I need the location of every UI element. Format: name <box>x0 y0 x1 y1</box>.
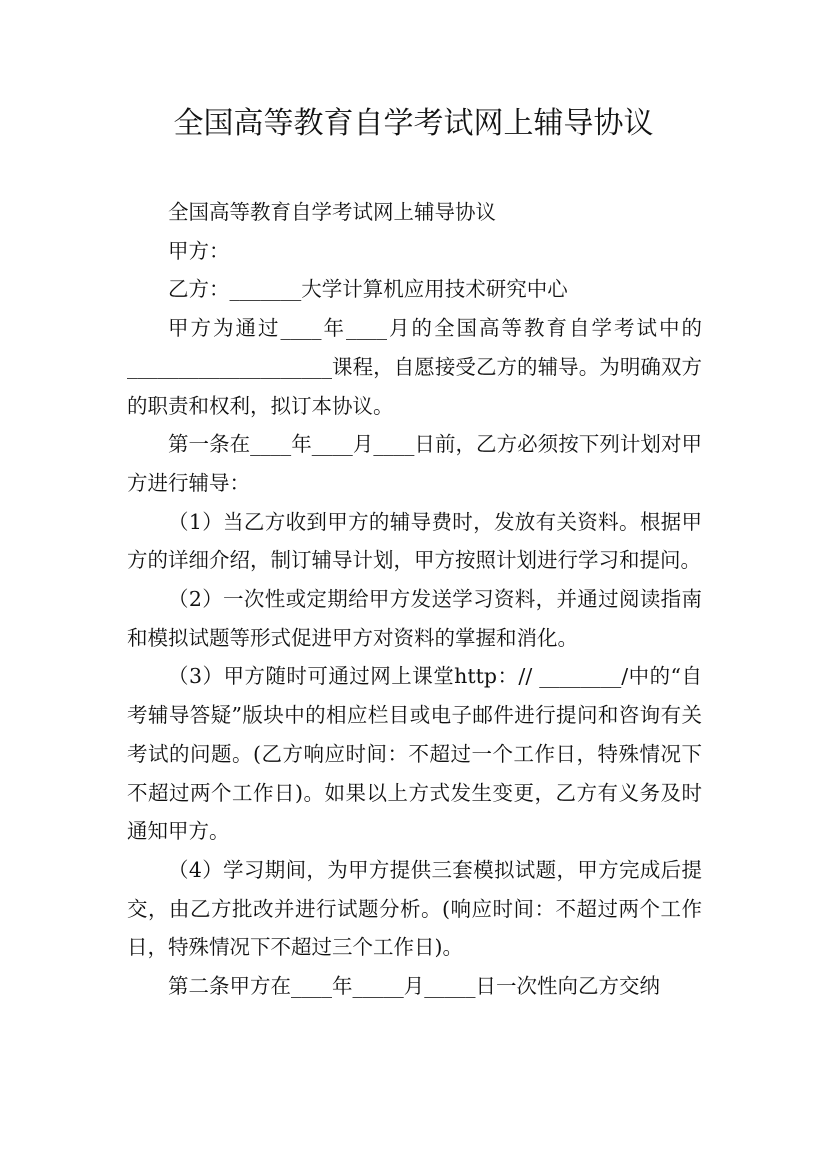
paragraph-party-b: 乙方：_______大学计算机应用技术研究中心 <box>168 277 568 302</box>
paragraph-item-4: （4）学习期间，为甲方提供三套模拟试题，甲方完成后提交，由乙方批改并进行试题分析。(响应时间：不超过两个工作日，特殊情况下不超过三个工作日)。 <box>127 857 702 960</box>
paragraph-article-1: 第一条在____年____月____日前，乙方必须按下列计划对甲方进行辅导： <box>127 432 702 495</box>
paragraph-heading: 全国高等教育自学考试网上辅导协议 <box>168 200 496 224</box>
paragraph-intro: 甲方为通过____年____月的全国高等教育自学考试中的____________________课程，自愿接受乙方的辅导。为明确双方的职责和权利，拟订本协议。 <box>127 316 702 418</box>
paragraph-party-a: 甲方： <box>168 238 230 263</box>
paragraph-article-2: 第二条甲方在____年_____月_____日一次性向乙方交纳 <box>168 974 660 999</box>
paragraph-item-1: （1）当乙方收到甲方的辅导费时，发放有关资料。根据甲方的详细介绍，制订辅导计划，甲方按照计划进行学习和提问。 <box>127 509 702 573</box>
document-body <box>127 193 702 1006</box>
paragraph-item-2: （2）一次性或定期给甲方发送学习资料，并通过阅读指南和模拟试题等形式促进甲方对资料的掌握和消化。 <box>127 587 702 650</box>
page-title: 全国高等教育自学考试网上辅导协议 <box>173 106 654 141</box>
paragraph-item-3: （3）甲方随时可通过网上课堂http：// ________/中的“自考辅导答疑”版块中的相应栏目或电子邮件进行提问和咨询有关考试的问题。(乙方响应时间：不超过一个工作日，特殊情况下不超过两个工作日)。如果以上方式发生变更，乙方有义务及时通知甲方。 <box>127 664 702 844</box>
